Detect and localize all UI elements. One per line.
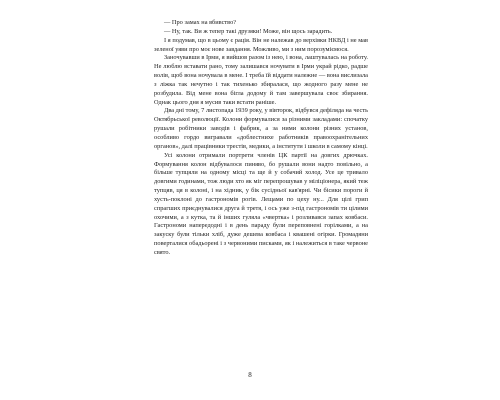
paragraph: — Про замах на вбивство? <box>164 19 237 26</box>
paragraph: Заночувавши в Ірми, я вийшов разом із нею, і вона, лаштувалась на роботу. Не люблю вставати рано, тому залишався ночувати в Ірми украй рідко, радше волів, щоб вона ночувала в мене. І треба їй віддати належне — вона вислизала з ліжка так нечутно і так тихенько збиралася, що жодного разу мене не розбудила. Від мене вона бігла додому й там завершувала своє збирання. Однак цього дня я мусив таки встати раніше. <box>154 54 368 106</box>
paragraph: Усі колони отримали портрети членів ЦК партії на довгих дрючках. Формування колон відбувалося пиняво, бо рушали вони надто повільно, а більше тупцяли на одному місці та ще й у собачий холод. Усе це тривало довгими годинами, тож люди хто як міг перепрошував у міліціонера, який теж тупцяв, ця в колоні, і на хідник, у бік сусідньої кав'ярні. Чи бісики пороги й хусть-поклоні до гастрономів рогів. Лещами по цеху ну... Для цілі грип спрагших приєднувалися друга й третя, і ось уже з-під гастрономів ти цілими охочими, а з кутка, та й інших гуляла «чвертка» і розливався запах ковбаси. Гастрономи напередодні і в день параду були переповнені горілками, а на закуску були тільки хліб, дуже дешева ковбаса і квашені огірки. Громадяни поверталися обадьорені і з червоними писками, як і належиться в таке червоне свято. <box>154 151 368 256</box>
paragraph: Два дні тому, 7 листопада 1939 року, у вівторок, відбувся дефіляда на честь Октябрьської революції. Колони формувалися за різними закладами: спочатку рушали робітники заводів і фабрик, а за ними колони різних установ, особливо гордо вигравали «доблестнихе работників правоохранітельних органов», далі працівники трестів, медики, а інститути і школи в самому кінці. <box>154 107 368 150</box>
body-text <box>154 19 368 258</box>
paragraph: І я подумав, що в цьому є рація. Він не належав до верхівки НКВД і не мав зеленої уяви про моє нове завдання. Можливо, ми з ним порозуміємося. <box>154 36 368 53</box>
paragraph: — Ну, так. Ви ж тепер такі друзяки! Може, він щось зарадить. <box>164 27 333 35</box>
page-number: 8 <box>248 371 252 379</box>
